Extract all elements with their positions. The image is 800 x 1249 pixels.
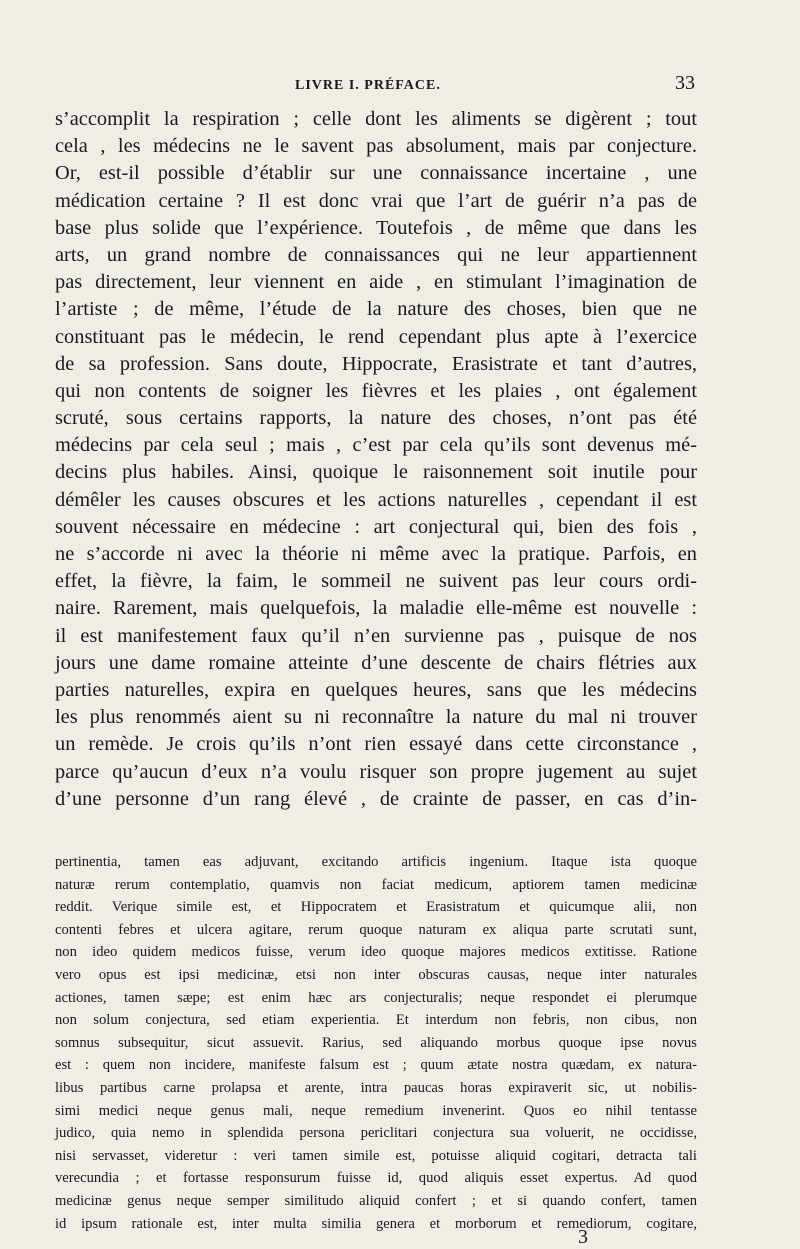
text-line: médecins par cela seul ; mais , c’est par cela qu’ils sont devenus mé- <box>55 434 697 457</box>
text-line: un remède. Je crois qu’ils n’ont rien essayé dans cette circonstance , <box>55 733 697 756</box>
text-line: souvent nécessaire en médecine : art conjectural qui, bien des fois , <box>55 515 697 538</box>
text-line: jours une dame romaine atteinte d’une descente de chairs flétries aux <box>55 651 697 674</box>
text-line: il est manifestement faux qu’il n’en survienne pas , puisque de nos <box>55 624 697 647</box>
latin-text-line: pertinentia, tamen eas adjuvant, excitando artificis ingenium. Itaque ista quoque <box>55 854 697 870</box>
text-line: parce qu’aucun d’eux n’a voulu risquer son propre jugement au sujet <box>55 760 697 783</box>
text-line: qui non contents de soigner les fièvres et les plaies , ont également <box>55 379 697 402</box>
latin-text-line: id ipsum rationale est, inter multa similia genera et morborum et remediorum, cogitare, <box>55 1215 697 1232</box>
page-header <box>55 72 695 102</box>
text-line: de sa profession. Sans doute, Hippocrate, Erasistrate et tant d’autres, <box>55 352 697 375</box>
text-line: scruté, sous certains rapports, la nature des choses, n’ont pas été <box>55 407 697 430</box>
latin-text-line: non ideo quidem medicos fuisse, verum ideo quoque majores medicos extitisse. Ratione <box>55 944 697 961</box>
text-line: s’accomplit la respiration ; celle dont les aliments se digèrent ; tout <box>55 108 697 130</box>
latin-text-line: est : quem non incidere, manifeste falsum est ; quum ætate nostra quædam, ex natura- <box>55 1057 697 1074</box>
text-line: effet, la fièvre, la faim, le sommeil ne suivent pas leur cours ordi- <box>55 570 697 593</box>
text-line: decins plus habiles. Ainsi, quoique le raisonnement soit inutile pour <box>55 461 697 484</box>
latin-text-line: judico, quia nemo in splendida persona periclitari conjectura sua voluerit, ne occidisse, <box>55 1125 697 1142</box>
page-number: 33 <box>675 72 695 94</box>
text-line: les plus renommés aient su ni reconnaître la nature du mal ni trouver <box>55 706 697 729</box>
text-line: d’une personne d’un rang élevé , de crainte de passer, en cas d’in- <box>55 787 697 810</box>
latin-text-line: somnus subsequitur, sicut assuevit. Rarius, sed aliquando morbus quoque ipse novus <box>55 1034 697 1051</box>
french-translation-text <box>55 106 697 813</box>
text-line: naire. Rarement, mais quelquefois, la maladie elle-même est nouvelle : <box>55 597 697 620</box>
latin-text-line: verecundia ; et fortasse responsurum fuisse id, quod aliquis esset expertus. Ad quod <box>55 1170 697 1187</box>
latin-text-line: libus partibus carne prolapsa et arente, intra paucas horas expiraverit sic, ut nobilis- <box>55 1079 697 1096</box>
text-line: constituant pas le médecin, le rend cependant plus apte à l’exercice <box>55 325 697 348</box>
latin-original-text <box>55 851 697 1235</box>
latin-text-line: nisi servasset, videretur : veri tamen simile est, potuisse aliquid cogitari, detracta tali <box>55 1147 697 1164</box>
latin-text-line: actiones, tamen sæpe; est enim hæc ars conjecturalis; neque respondet ei plerumque <box>55 989 697 1006</box>
text-line: base plus solide que l’expérience. Toutefois , de même que dans les <box>55 216 697 239</box>
latin-text-line: non solum conjectura, sed etiam experientia. Et interdum non febris, non cibus, non <box>55 1012 697 1029</box>
latin-text-line: simi medici neque genus mali, neque remedium invenerint. Quos eo nihil tentasse <box>55 1102 697 1119</box>
latin-text-line: vero opus est ipsi medicinæ, etsi non inter obscuras causas, neque inter naturales <box>55 966 697 983</box>
signature-mark: 3 <box>578 1226 588 1248</box>
text-line: médication certaine ? Il est donc vrai que l’art de guérir n’a pas de <box>55 189 697 212</box>
text-line: l’artiste ; de même, l’étude de la nature des choses, bien que ne <box>55 298 697 321</box>
latin-text-line: contenti febres et ulcera agitare, rerum quoque naturam ex aliqua parte scrutati sunt, <box>55 921 697 938</box>
text-line: arts, un grand nombre de connaissances qui ne leur appartiennent <box>55 243 697 266</box>
text-line: Or, est-il possible d’établir sur une connaissance incertaine , une <box>55 162 697 185</box>
running-head: LIVRE I. PRÉFACE. <box>295 78 441 93</box>
latin-text-line: naturæ rerum contemplatio, quamvis non faciat medicum, aptiorem tamen medicinæ <box>55 876 697 893</box>
text-line: parties naturelles, expira en quelques heures, sans que les médecins <box>55 678 697 701</box>
latin-text-line: reddit. Verique simile est, et Hippocratem et Erasistratum et quicumque alii, non <box>55 899 697 916</box>
text-line: ne s’accorde ni avec la théorie ni même avec la pratique. Parfois, en <box>55 543 697 565</box>
latin-text-line: medicinæ genus neque semper similitudo aliquid confert ; et si quando confert, tamen <box>55 1192 697 1209</box>
text-line: pas directement, leur viennent en aide , en stimulant l’imagination de <box>55 271 697 294</box>
text-line: cela , les médecins ne le savent pas absolument, mais par conjecture. <box>55 135 697 158</box>
text-line: démêler les causes obscures et les actions naturelles , cependant il est <box>55 488 697 511</box>
